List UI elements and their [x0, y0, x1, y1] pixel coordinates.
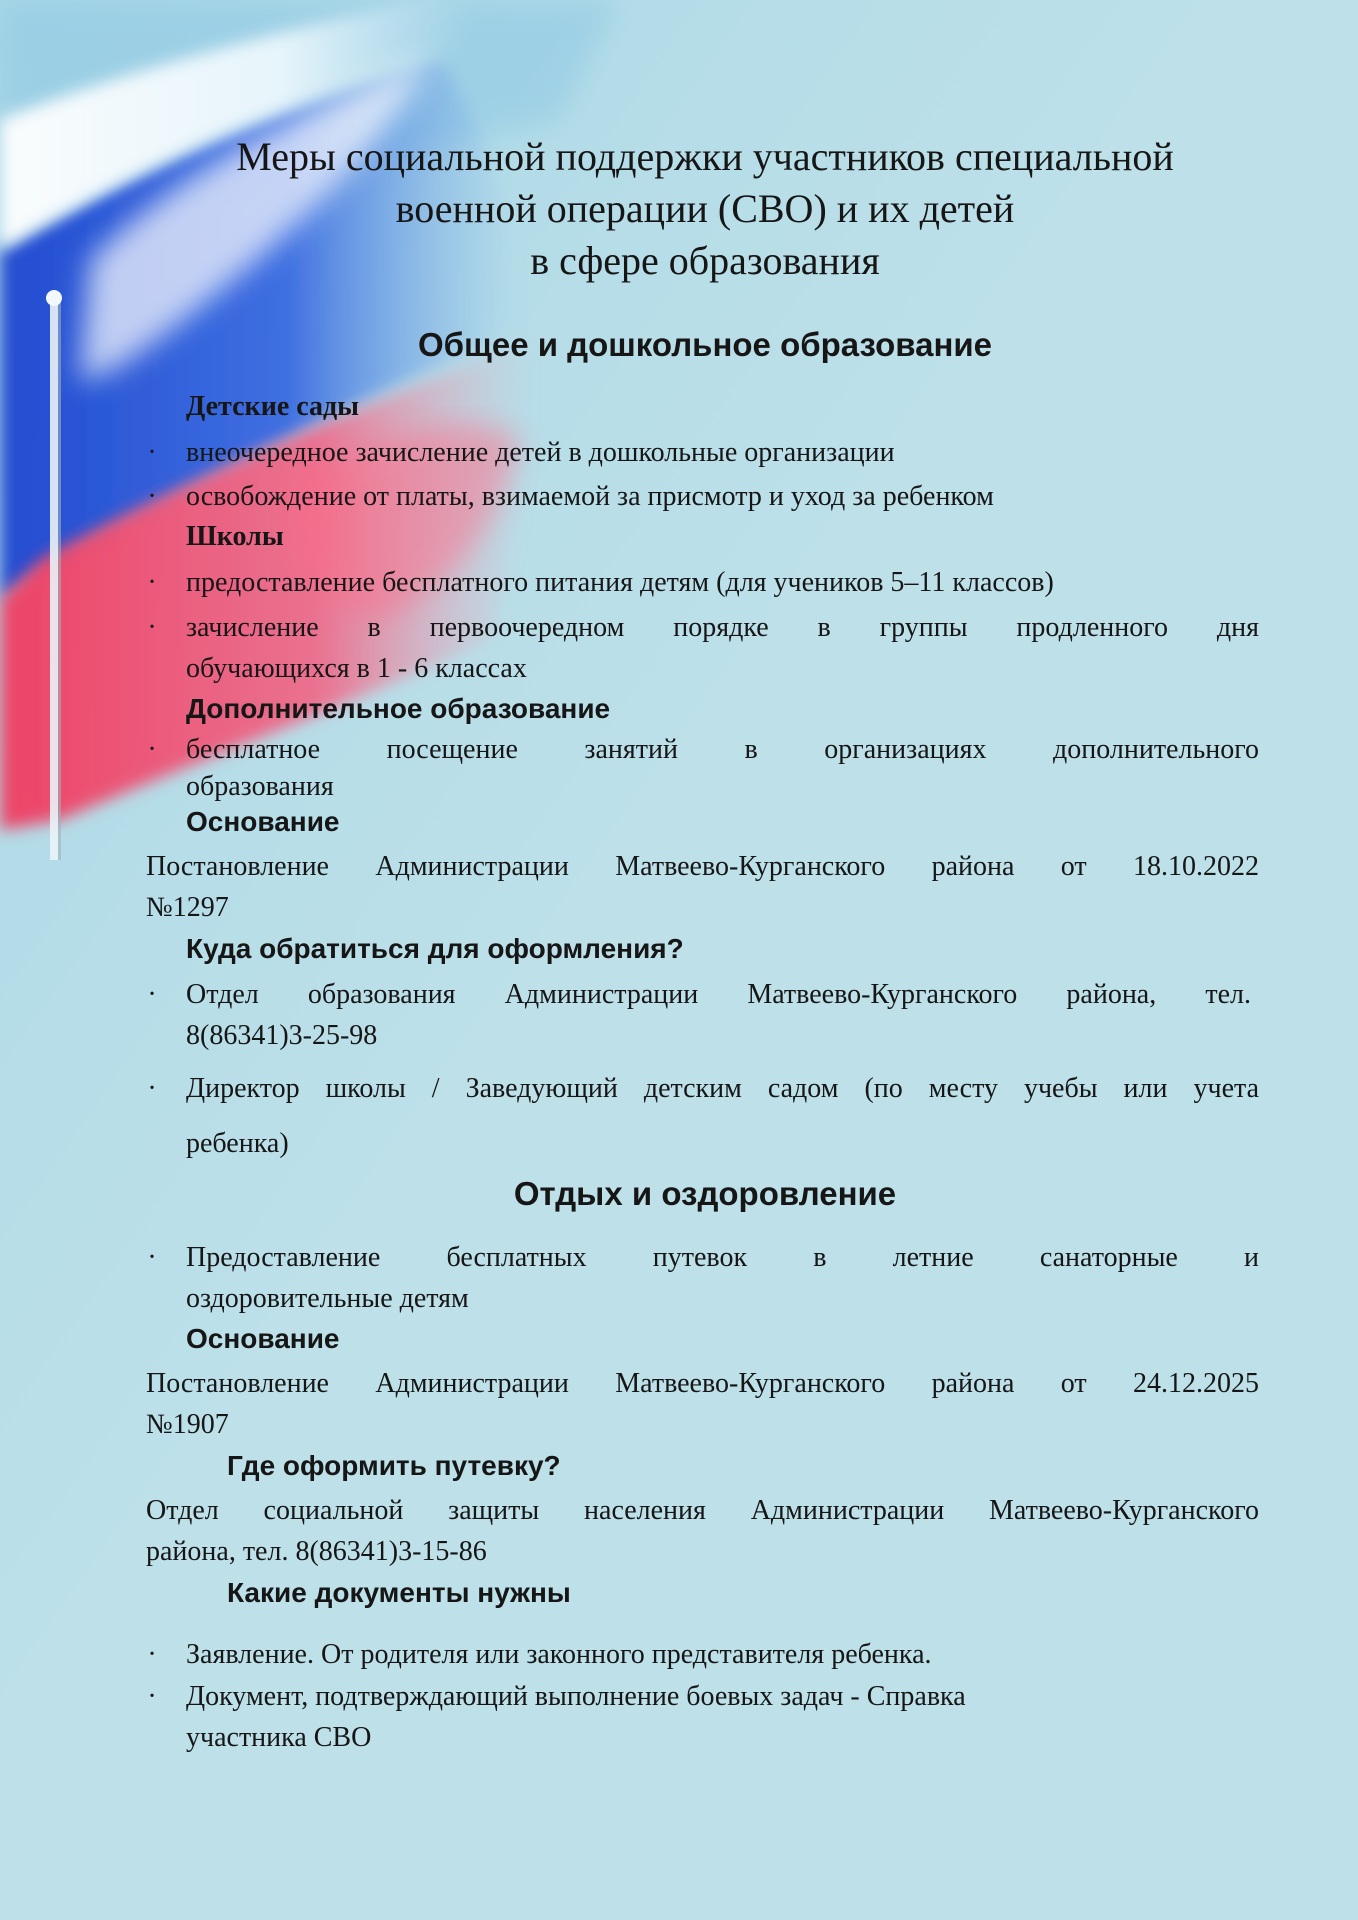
- list-item: · бесплатное посещение занятий в организациях дополнительного образования: [186, 731, 1259, 805]
- list-item: · Документ, подтверждающий выполнение боевых задач - Справка участника СВО: [186, 1676, 1259, 1758]
- title-line-1: Меры социальной поддержки участников специальной: [236, 134, 1174, 179]
- bullet-icon: ·: [147, 1242, 157, 1273]
- list-item: · внеочередное зачисление детей в дошкольные организации: [186, 432, 1259, 473]
- basis-text: Постановление Администрации Матвеево-Курганского района от 24.12.2025 №1907: [146, 1368, 1259, 1440]
- subheading-documents: Какие документы нужны: [227, 1577, 571, 1608]
- bullet-icon: ·: [147, 979, 157, 1010]
- title-line-3: в сфере образования: [530, 238, 880, 283]
- section-heading-recreation: Отдых и оздоровление: [513, 1175, 897, 1212]
- bullet-icon: ·: [147, 481, 157, 512]
- list-item: · освобождение от платы, взимаемой за присмотр и уход за ребенком: [186, 476, 1259, 517]
- voucher-text: Отдел социальной защиты населения Администрации Матвеево-Курганского района, тел. 8(86341)3-15-86: [146, 1495, 1259, 1567]
- subheading-basis: Основание: [186, 806, 340, 837]
- subheading-where-to-apply: Куда обратиться для оформления?: [186, 933, 684, 964]
- subheading-basis: Основание: [186, 1323, 340, 1354]
- basis-text: Постановление Администрации Матвеево-Курганского района от 18.10.2022 №1297: [146, 851, 1259, 923]
- subheading-kindergartens: Детские сады: [186, 391, 360, 422]
- bullet-icon: ·: [147, 437, 157, 468]
- subheading-schools: Школы: [186, 521, 284, 552]
- bullet-icon: ·: [147, 567, 157, 598]
- list-item: · предоставление бесплатного питания детям (для учеников 5–11 классов): [186, 562, 1259, 603]
- page-title: [140, 131, 1270, 287]
- list-item: · Заявление. От родителя или законного представителя ребенка.: [186, 1634, 1259, 1675]
- bullet-icon: ·: [147, 1073, 157, 1104]
- list-item: · Отдел образования Администрации Матвеево-Курганского района, тел. 8(86341)3-25-98: [186, 974, 1259, 1056]
- bullet-icon: ·: [147, 612, 157, 643]
- bullet-icon: ·: [147, 1639, 157, 1670]
- section-heading-general-education: Общее и дошкольное образование: [417, 326, 993, 363]
- bullet-icon: ·: [147, 734, 157, 765]
- subheading-where-voucher: Где оформить путевку?: [227, 1450, 561, 1481]
- title-line-2: военной операции (СВО) и их детей: [395, 186, 1015, 231]
- list-item: · Предоставление бесплатных путевок в летние санаторные и оздоровительные детям: [186, 1237, 1259, 1319]
- list-item: · зачисление в первоочередном порядке в группы продленного дня обучающихся в 1 - 6 классах: [186, 607, 1259, 689]
- bullet-icon: ·: [147, 1681, 157, 1712]
- list-item: · Директор школы / Заведующий детским садом (по месту учебы или учета ребенка): [186, 1061, 1259, 1171]
- subheading-additional-education: Дополнительное образование: [186, 693, 611, 724]
